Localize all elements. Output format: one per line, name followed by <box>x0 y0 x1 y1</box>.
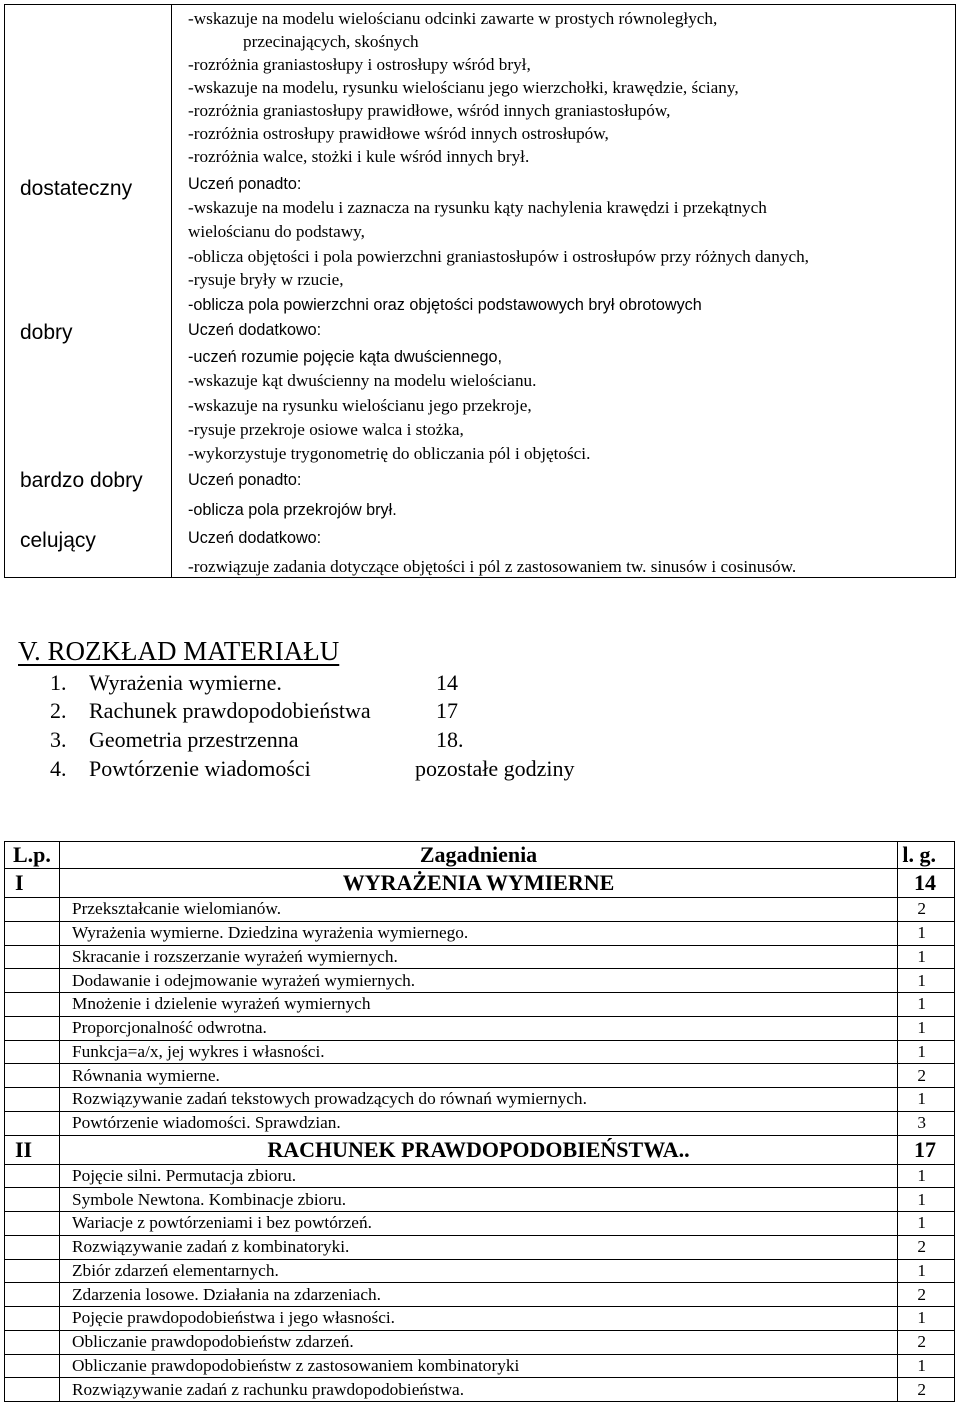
row-hours: 1 <box>898 1354 955 1378</box>
topic-name: Powtórzenie wiadomości <box>89 756 311 781</box>
row-topic: Mnożenie i dzielenie wyrażeń wymiernych <box>60 993 898 1017</box>
row-number-cell <box>5 921 60 945</box>
section-hours: 14 <box>898 869 955 898</box>
table-row <box>5 1040 955 1064</box>
table-row <box>5 993 955 1017</box>
row-hours: 1 <box>898 969 955 993</box>
topic-hours: pozostałe godziny <box>415 756 575 781</box>
row-number-cell <box>5 1235 60 1259</box>
section-row <box>5 1135 955 1164</box>
row-topic: Wariacje z powtórzeniami i bez powtórzeń. <box>60 1212 898 1236</box>
table-row <box>5 945 955 969</box>
criteria-line: -wskazuje na modelu, rysunku wielościanu jego wierzchołki, krawędzie, ściany, <box>188 78 739 97</box>
row-number-cell <box>5 1212 60 1236</box>
row-number-cell <box>5 1259 60 1283</box>
row-hours: 1 <box>898 1040 955 1064</box>
table-row <box>5 1016 955 1040</box>
table-row <box>5 1164 955 1188</box>
row-topic: Zdarzenia losowe. Działania na zdarzeniach. <box>60 1283 898 1307</box>
row-hours: 2 <box>898 1235 955 1259</box>
row-topic: Powtórzenie wiadomości. Sprawdzian. <box>60 1111 898 1135</box>
row-topic: Dodawanie i odejmowanie wyrażeń wymiernych. <box>60 969 898 993</box>
table-row <box>5 921 955 945</box>
topic-name: Rachunek prawdopodobieństwa <box>89 698 371 723</box>
row-hours: 1 <box>898 921 955 945</box>
row-hours: 1 <box>898 1164 955 1188</box>
topic-hours: 18. <box>436 727 464 752</box>
criteria-line: przecinających, skośnych <box>243 32 419 51</box>
criteria-heading: Uczeń ponadto: <box>188 471 302 489</box>
row-number-cell <box>5 945 60 969</box>
row-hours: 1 <box>898 1088 955 1112</box>
section-row <box>5 869 955 898</box>
row-number-cell <box>5 1016 60 1040</box>
row-number-cell <box>5 1330 60 1354</box>
row-number-cell <box>5 1088 60 1112</box>
criteria-line: -wykorzystuje trygonometrię do obliczania pól i objętości. <box>188 444 591 463</box>
row-hours: 1 <box>898 1016 955 1040</box>
criteria-line: -wskazuje na modelu i zaznacza na rysunku kąty nachylenia krawędzi i przekątnych <box>188 198 767 217</box>
row-topic: Równania wymierne. <box>60 1064 898 1088</box>
row-number-cell <box>5 1283 60 1307</box>
row-topic: Obliczanie prawdopodobieństw z zastosowaniem kombinatoryki <box>60 1354 898 1378</box>
grade-label: celujący <box>20 529 96 552</box>
table-row <box>5 1259 955 1283</box>
criteria-line: -rozróżnia walce, stożki i kule wśród innych brył. <box>188 147 530 166</box>
row-hours: 1 <box>898 1188 955 1212</box>
row-number-cell <box>5 1307 60 1331</box>
section-title: RACHUNEK PRAWDOPODOBIEŃSTWA.. <box>60 1135 898 1164</box>
table-row <box>5 1378 955 1402</box>
header-lp: L.p. <box>5 842 60 869</box>
grade-label: dostateczny <box>20 177 133 200</box>
table-row <box>5 1354 955 1378</box>
grade-label: bardzo dobry <box>20 469 143 492</box>
section-number: I <box>5 869 60 898</box>
row-number-cell <box>5 1164 60 1188</box>
row-number-cell <box>5 969 60 993</box>
section-title: WYRAŻENIA WYMIERNE <box>60 869 898 898</box>
row-topic: Zbiór zdarzeń elementarnych. <box>60 1259 898 1283</box>
column-divider <box>171 5 172 577</box>
row-topic: Obliczanie prawdopodobieństw zdarzeń. <box>60 1330 898 1354</box>
row-hours: 2 <box>898 1283 955 1307</box>
table-row <box>5 1188 955 1212</box>
topic-name: Wyrażenia wymierne. <box>89 670 282 695</box>
row-number-cell <box>5 993 60 1017</box>
topic-number: 3. <box>50 727 67 752</box>
table-header-row <box>5 842 955 869</box>
topic-number: 2. <box>50 698 67 723</box>
topic-number: 4. <box>50 756 67 781</box>
grades-criteria-table <box>4 4 956 578</box>
table-row <box>5 1111 955 1135</box>
table-row <box>5 898 955 922</box>
table-row <box>5 1330 955 1354</box>
criteria-line: -rozróżnia graniastosłupy prawidłowe, wśród innych graniastosłupów, <box>188 101 671 120</box>
table-row <box>5 969 955 993</box>
row-topic: Funkcja=a/x, jej wykres i własności. <box>60 1040 898 1064</box>
criteria-line: wielościanu do podstawy, <box>188 222 365 241</box>
row-number-cell <box>5 1354 60 1378</box>
topic-hours: 17 <box>436 698 458 723</box>
row-hours: 2 <box>898 1064 955 1088</box>
table-row <box>5 1235 955 1259</box>
row-hours: 1 <box>898 993 955 1017</box>
row-topic: Proporcjonalność odwrotna. <box>60 1016 898 1040</box>
row-hours: 1 <box>898 1307 955 1331</box>
row-hours: 2 <box>898 1378 955 1402</box>
row-number-cell <box>5 898 60 922</box>
row-topic: Rozwiązywanie zadań z kombinatoryki. <box>60 1235 898 1259</box>
criteria-heading: Uczeń dodatkowo: <box>188 321 322 339</box>
lessons-table <box>4 841 955 1402</box>
row-topic: Rozwiązywanie zadań tekstowych prowadzących do równań wymiernych. <box>60 1088 898 1112</box>
row-topic: Rozwiązywanie zadań z rachunku prawdopodobieństwa. <box>60 1378 898 1402</box>
row-topic: Pojęcie prawdopodobieństwa i jego własności. <box>60 1307 898 1331</box>
criteria-line: -rozróżnia ostrosłupy prawidłowe wśród innych ostrosłupów, <box>188 124 609 143</box>
criteria-heading: Uczeń ponadto: <box>188 175 302 193</box>
criteria-line: -uczeń rozumie pojęcie kąta dwuściennego, <box>188 348 503 366</box>
grade-label: dobry <box>20 321 73 344</box>
row-number-cell <box>5 1188 60 1212</box>
criteria-line: -wskazuje na rysunku wielościanu jego przekroje, <box>188 396 532 415</box>
topic-name: Geometria przestrzenna <box>89 727 299 752</box>
criteria-line: -rysuje bryły w rzucie, <box>188 270 344 289</box>
section-hours: 17 <box>898 1135 955 1164</box>
header-topics: Zagadnienia <box>60 842 898 869</box>
row-topic: Symbole Newtona. Kombinacje zbioru. <box>60 1188 898 1212</box>
criteria-line: -rysuje przekroje osiowe walca i stożka, <box>188 420 464 439</box>
row-topic: Skracanie i rozszerzanie wyrażeń wymiernych. <box>60 945 898 969</box>
table-row <box>5 1283 955 1307</box>
criteria-line: -oblicza objętości i pola powierzchni graniastosłupów i ostrosłupów przy różnych danych, <box>188 247 809 266</box>
header-hours: l. g. <box>898 842 955 869</box>
row-number-cell <box>5 1111 60 1135</box>
table-row <box>5 1307 955 1331</box>
row-hours: 2 <box>898 898 955 922</box>
criteria-line: -rozwiązuje zadania dotyczące objętości i pól z zastosowaniem tw. sinusów i cosinusów. <box>188 557 797 576</box>
section-number: II <box>5 1135 60 1164</box>
table-row <box>5 1088 955 1112</box>
row-hours: 1 <box>898 1259 955 1283</box>
table-row <box>5 1212 955 1236</box>
row-hours: 1 <box>898 945 955 969</box>
criteria-line: -rozróżnia graniastosłupy i ostrosłupy wśród brył, <box>188 55 531 74</box>
row-topic: Pojęcie silni. Permutacja zbioru. <box>60 1164 898 1188</box>
section-title: V. ROZKŁAD MATERIAŁU <box>18 636 340 666</box>
row-number-cell <box>5 1064 60 1088</box>
row-hours: 3 <box>898 1111 955 1135</box>
row-topic: Przekształcanie wielomianów. <box>60 898 898 922</box>
row-topic: Wyrażenia wymierne. Dziedzina wyrażenia wymiernego. <box>60 921 898 945</box>
criteria-line: -oblicza pola powierzchni oraz objętości podstawowych brył obrotowych <box>188 296 702 314</box>
criteria-line: -wskazuje na modelu wielościanu odcinki zawarte w prostych równoległych, <box>188 9 718 28</box>
row-hours: 1 <box>898 1212 955 1236</box>
criteria-heading: Uczeń dodatkowo: <box>188 529 322 547</box>
row-hours: 2 <box>898 1330 955 1354</box>
topic-hours: 14 <box>436 670 458 695</box>
row-number-cell <box>5 1040 60 1064</box>
table-row <box>5 1064 955 1088</box>
criteria-line: -wskazuje kąt dwuścienny na modelu wielościanu. <box>188 371 537 390</box>
topic-number: 1. <box>50 670 67 695</box>
row-number-cell <box>5 1378 60 1402</box>
criteria-line: -oblicza pola przekrojów brył. <box>188 501 397 519</box>
